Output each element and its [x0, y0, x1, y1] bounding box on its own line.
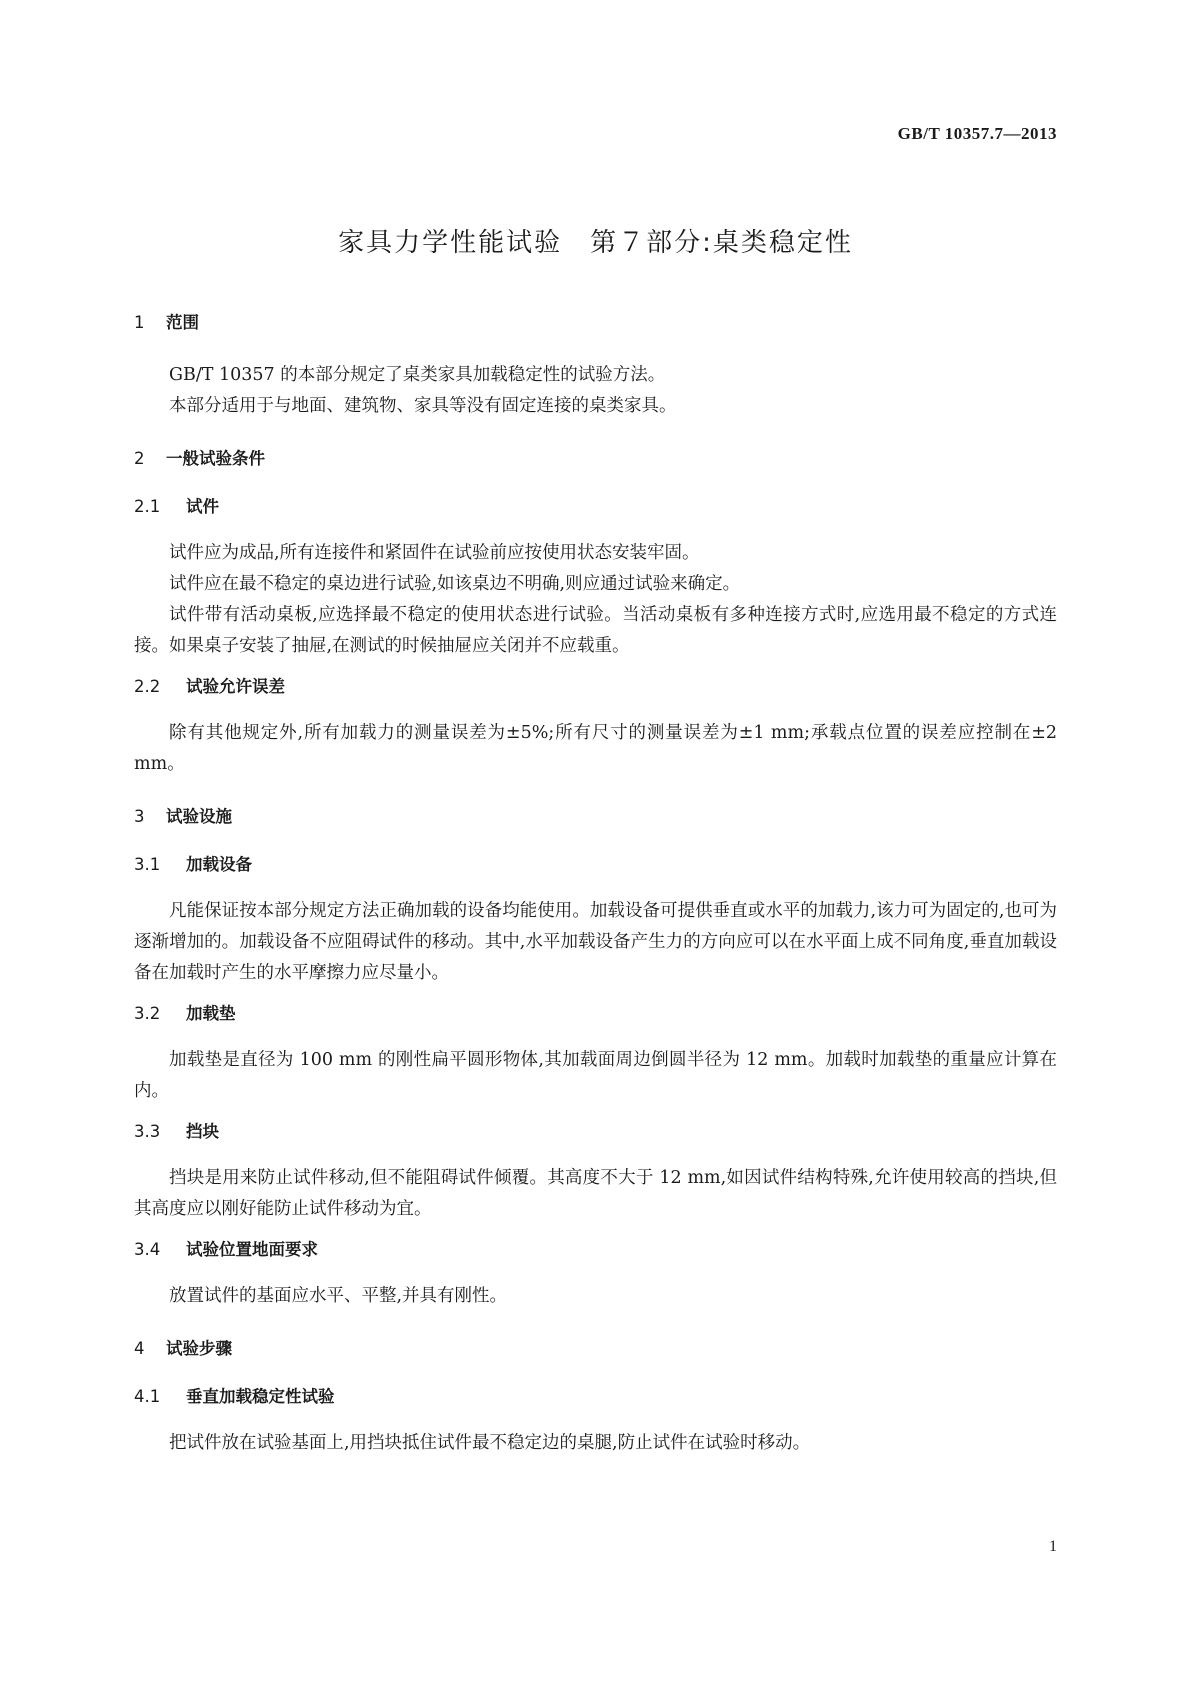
subsection-number: 3.1 [134, 855, 161, 874]
subsection-heading [134, 1121, 1057, 1143]
paragraph: 把试件放在试验基面上,用挡块抵住试件最不稳定边的桌腿,防止试件在试验时移动。 [169, 1433, 811, 1453]
section-number: 3 [134, 807, 145, 826]
document-body [134, 312, 1057, 1459]
section-title: 一般试验条件 [166, 449, 265, 468]
paragraph: 本部分适用于与地面、建筑物、家具等没有固定连接的桌类家具。 [169, 396, 677, 416]
section-title: 试验步骤 [166, 1339, 232, 1358]
section-heading [134, 806, 1057, 828]
subsection-heading [134, 854, 1057, 876]
subsection-heading [134, 1003, 1057, 1025]
paragraph: 除有其他规定外,所有加载力的测量误差为±5%;所有尺寸的测量误差为±1 mm;承载点位置的误差应控制在±2 mm。 [134, 723, 1057, 774]
subsection-heading [134, 1386, 1057, 1408]
subsection-title: 试件 [186, 497, 219, 516]
section-title: 试验设施 [166, 807, 232, 826]
page-number: 1 [1049, 1538, 1057, 1555]
subsection-number: 3.4 [134, 1240, 161, 1259]
subsection-heading [134, 1239, 1057, 1261]
paragraph: GB/T 10357 的本部分规定了桌类家具加载稳定性的试验方法。 [169, 365, 666, 385]
section-heading [134, 448, 1057, 470]
standard-number: GB/T 10357.7—2013 [897, 124, 1057, 143]
subsection-number: 2.2 [134, 677, 161, 696]
section-number: 1 [134, 313, 145, 332]
document-title: 家具力学性能试验 第７部分:桌类稳定性 [338, 228, 853, 258]
section-heading [134, 312, 1057, 334]
subsection-title: 挡块 [186, 1122, 219, 1141]
paragraph: 加载垫是直径为 100 mm 的刚性扁平圆形物体,其加载面周边倒圆半径为 12 mm。加载时加载垫的重量应计算在内。 [134, 1050, 1057, 1101]
section-number: 4 [134, 1339, 145, 1358]
subsection-heading [134, 496, 1057, 518]
subsection-number: 4.1 [134, 1387, 161, 1406]
section-number: 2 [134, 449, 145, 468]
subsection-number: 3.2 [134, 1004, 161, 1023]
subsection-heading [134, 676, 1057, 698]
paragraph: 试件应在最不稳定的桌边进行试验,如该桌边不明确,则应通过试验来确定。 [169, 574, 741, 594]
paragraph: 挡块是用来防止试件移动,但不能阻碍试件倾覆。其高度不大于 12 mm,如因试件结构特殊,允许使用较高的挡块,但其高度应以刚好能防止试件移动为宜。 [134, 1168, 1057, 1219]
section-title: 范围 [166, 313, 199, 332]
subsection-title: 试验位置地面要求 [186, 1240, 318, 1259]
subsection-number: 3.3 [134, 1122, 161, 1141]
subsection-title: 垂直加载稳定性试验 [186, 1387, 335, 1406]
subsection-title: 加载垫 [186, 1004, 236, 1023]
paragraph: 凡能保证按本部分规定方法正确加载的设备均能使用。加载设备可提供垂直或水平的加载力,该力可为固定的,也可为逐渐增加的。加载设备不应阻碍试件的移动。其中,水平加载设备产生力的方向应可以在水平面上成不同角度,垂直加载设备在加载时产生的水平摩擦力应尽量小。 [134, 901, 1057, 983]
paragraph: 放置试件的基面应水平、平整,并具有刚性。 [169, 1286, 508, 1306]
paragraph: 试件应为成品,所有连接件和紧固件在试验前应按使用状态安装牢固。 [169, 543, 700, 563]
subsection-title: 加载设备 [186, 855, 252, 874]
section-heading [134, 1338, 1057, 1360]
paragraph: 试件带有活动桌板,应选择最不稳定的使用状态进行试验。当活动桌板有多种连接方式时,应选用最不稳定的方式连接。如果桌子安装了抽屉,在测试的时候抽屉应关闭并不应载重。 [134, 605, 1057, 656]
subsection-title: 试验允许误差 [186, 677, 285, 696]
subsection-number: 2.1 [134, 497, 161, 516]
